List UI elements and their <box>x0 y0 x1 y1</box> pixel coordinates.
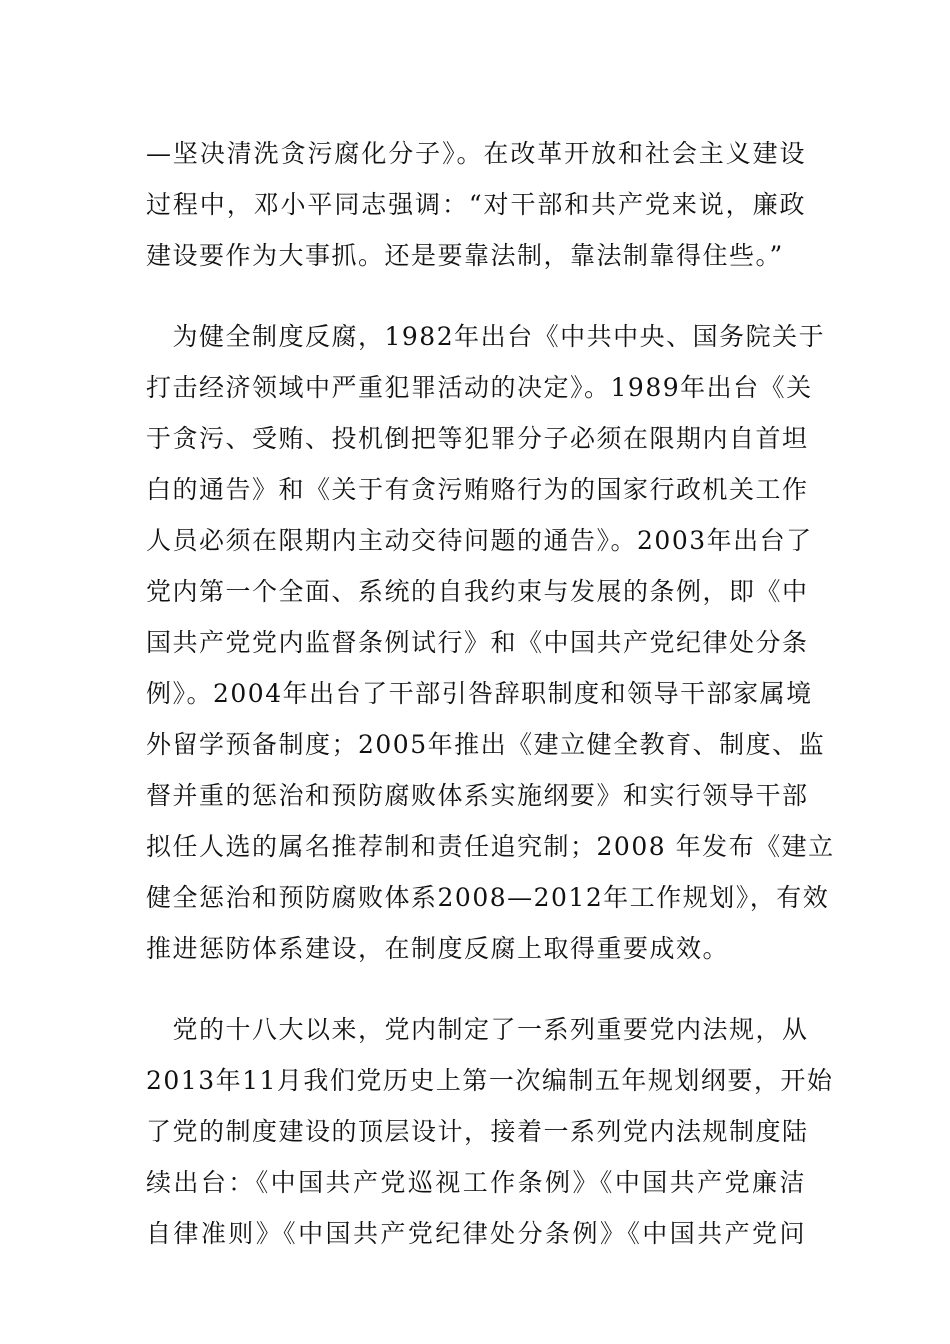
text-line: 续出台：《中国共产党巡视工作条例》《中国共产党廉洁 <box>146 1168 806 1197</box>
text-line: 国共产党党内监督条例试行》和《中国共产党纪律处分条 <box>146 628 809 657</box>
text-line: 为健全制度反腐，1982年出台《中共中央、国务院关于 <box>146 322 826 351</box>
text-line: 过程中，邓小平同志强调：“对干部和共产党来说，廉政 <box>146 190 806 219</box>
text-line: 人员必须在限期内主动交待问题的通告》。2003年出台了 <box>146 526 813 555</box>
text-line: 党内第一个全面、系统的自我约束与发展的条例，即《中 <box>146 577 809 606</box>
text-line: 例》。2004年出台了干部引咎辞职制度和领导干部家属境 <box>146 679 813 708</box>
paragraph-1 <box>146 128 806 281</box>
text-line: 自律准则》《中国共产党纪律处分条例》《中国共产党问 <box>146 1219 806 1248</box>
text-line: 2013年11月我们党历史上第一次编制五年规划纲要，开始 <box>146 1066 834 1095</box>
document-body <box>146 128 835 1289</box>
text-line: 白的通告》和《关于有贪污贿赂行为的国家行政机关工作 <box>146 475 809 504</box>
text-line: 于贪污、受贿、投机倒把等犯罪分子必须在限期内自首坦 <box>146 424 809 453</box>
text-line: 推进惩防体系建设，在制度反腐上取得重要成效。 <box>146 934 730 963</box>
text-line: 拟任人选的属名推荐制和责任追究制；2008 年发布《建立 <box>146 832 835 861</box>
text-line: 外留学预备制度；2005年推出《建立健全教育、制度、监 <box>146 730 826 759</box>
text-line: 党的十八大以来，党内制定了一系列重要党内法规，从 <box>146 1015 809 1044</box>
text-line: 健全惩治和预防腐败体系2008—2012年工作规划》，有效 <box>146 883 830 912</box>
text-line: 打击经济领域中严重犯罪活动的决定》。1989年出台《关 <box>146 373 813 402</box>
text-line: 了党的制度建设的顶层设计，接着一系列党内法规制度陆 <box>146 1117 809 1146</box>
text-line: —坚决清洗贪污腐化分子》。在改革开放和社会主义建设 <box>146 139 806 168</box>
text-line: 督并重的惩治和预防腐败体系实施纲要》和实行领导干部 <box>146 781 809 810</box>
text-line: 建设要作为大事抓。还是要靠法制，靠法制靠得住些。” <box>146 241 784 270</box>
paragraph-3 <box>146 1004 834 1259</box>
paragraph-2 <box>146 311 835 974</box>
